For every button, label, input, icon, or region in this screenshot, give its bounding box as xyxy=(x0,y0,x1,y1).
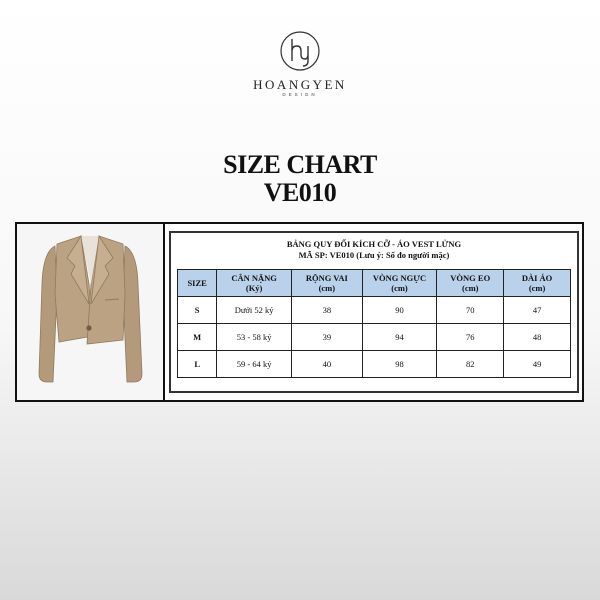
table-cell: 39 xyxy=(291,324,362,351)
table-cell: 53 - 58 ký xyxy=(217,324,292,351)
table-row xyxy=(178,297,571,324)
table-cell: L xyxy=(178,351,217,378)
size-table-panel xyxy=(169,231,579,393)
product-code-title: VE010 xyxy=(263,178,337,207)
table-cell: 94 xyxy=(362,324,437,351)
table-cell: 90 xyxy=(362,297,437,324)
table-row xyxy=(178,351,571,378)
column-header-weight: CÂN NẶNG (Ký) xyxy=(217,270,292,297)
table-cell: M xyxy=(178,324,217,351)
table-caption-title: BẢNG QUY ĐỔI KÍCH CỠ - ÁO VEST LỬNG xyxy=(286,239,462,249)
table-cell: 40 xyxy=(291,351,362,378)
table-row xyxy=(178,324,571,351)
monogram-logo-icon xyxy=(279,30,321,72)
page-title: SIZE CHART xyxy=(223,150,377,179)
table-caption xyxy=(171,239,577,261)
table-cell: 59 - 64 ký xyxy=(217,351,292,378)
table-cell: 49 xyxy=(504,351,571,378)
table-cell: S xyxy=(178,297,217,324)
table-cell: 48 xyxy=(504,324,571,351)
table-caption-note: MÃ SP: VE010 (Lưu ý: Số đo người mặc) xyxy=(298,250,450,260)
table-cell: 82 xyxy=(437,351,504,378)
jacket-image xyxy=(17,224,163,400)
table-header-row xyxy=(178,270,571,297)
table-cell: 47 xyxy=(504,297,571,324)
table-cell: 98 xyxy=(362,351,437,378)
size-chart-frame xyxy=(15,222,584,402)
product-photo xyxy=(17,224,165,400)
size-table xyxy=(177,269,571,378)
table-cell: 76 xyxy=(437,324,504,351)
table-cell: 38 xyxy=(291,297,362,324)
column-header-chest: VÒNG NGỰC (cm) xyxy=(362,270,437,297)
brand-subtitle: DESIGN xyxy=(282,92,318,97)
column-header-waist: VÒNG EO (cm) xyxy=(437,270,504,297)
table-cell: Dưới 52 ký xyxy=(217,297,292,324)
column-header-size: SIZE xyxy=(178,270,217,297)
brand-name: HOANGYEN xyxy=(253,77,347,92)
table-cell: 70 xyxy=(437,297,504,324)
column-header-shoulder: RỘNG VAI (cm) xyxy=(291,270,362,297)
column-header-length: DÀI ÁO (cm) xyxy=(504,270,571,297)
brand-logo xyxy=(0,30,600,97)
